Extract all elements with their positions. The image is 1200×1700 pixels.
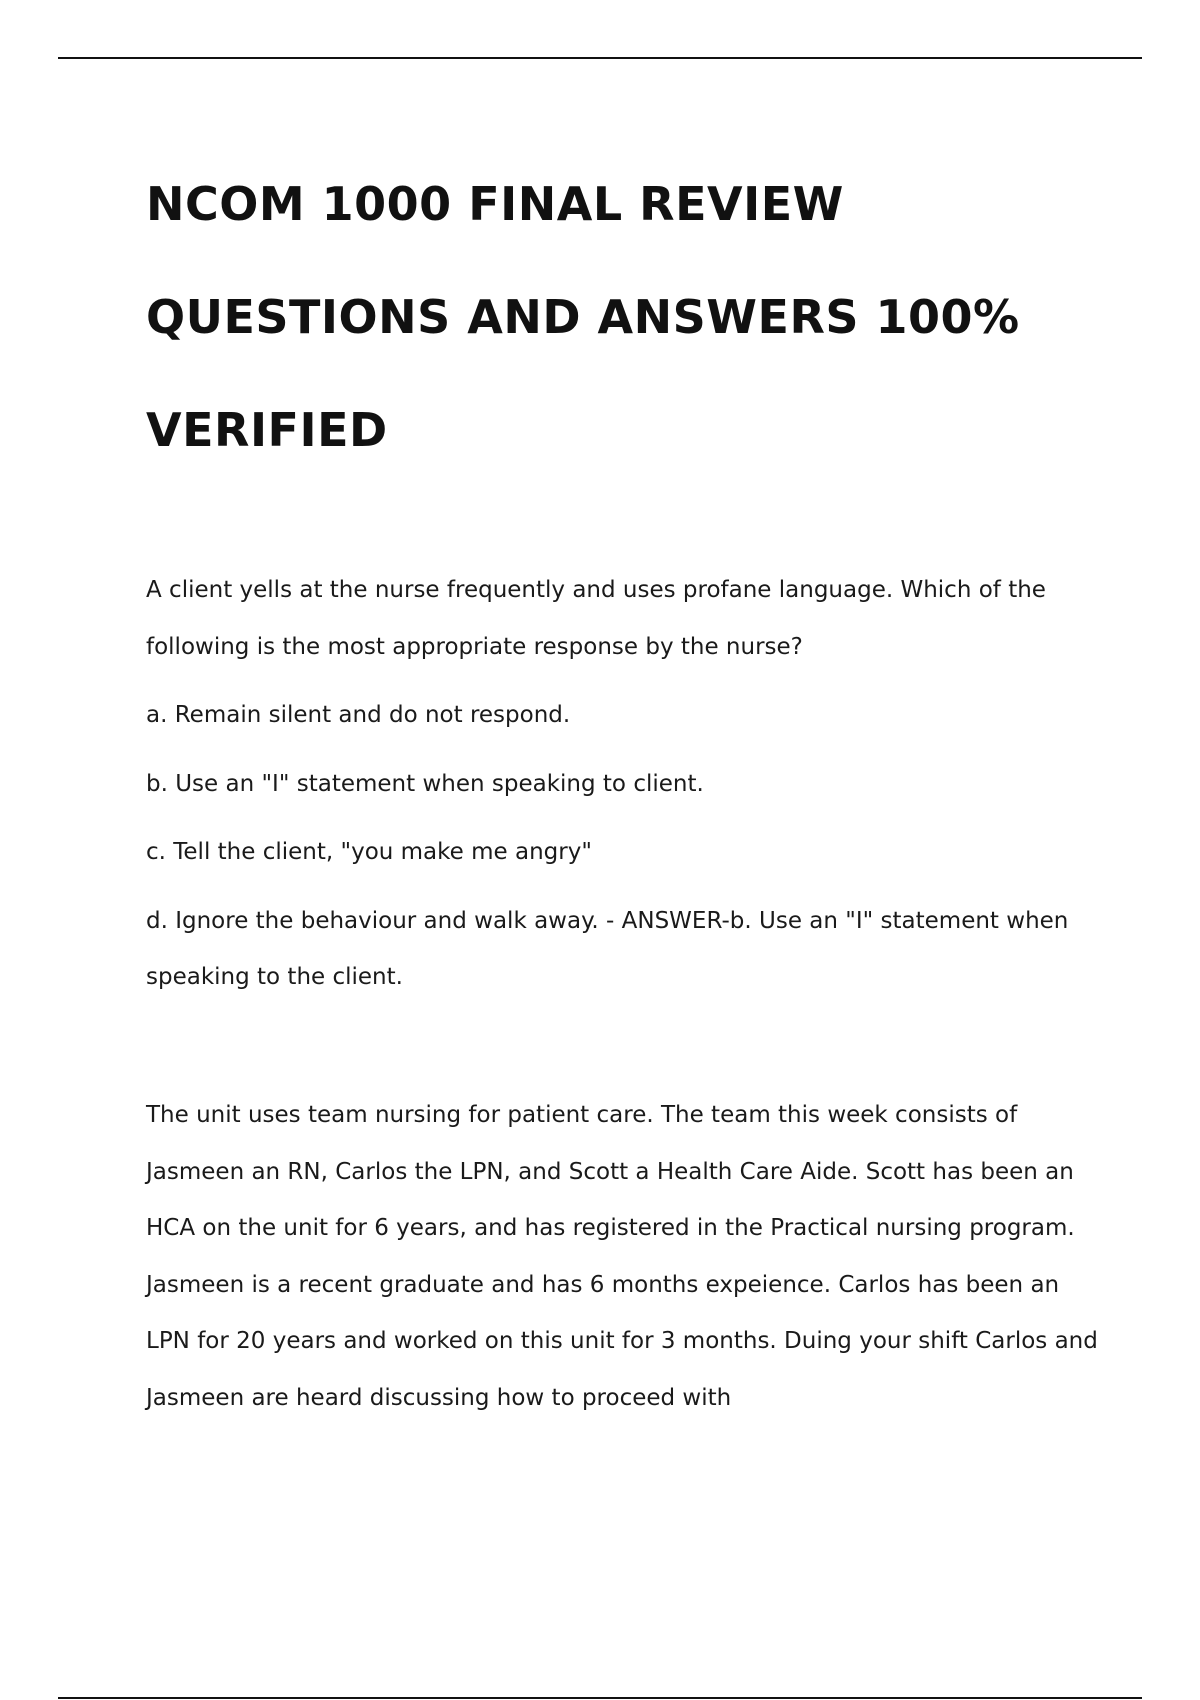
question-1-option-a: a. Remain silent and do not respond. [146,702,571,728]
top-divider [58,57,1142,59]
title-line-2: QUESTIONS AND ANSWERS 100% [146,290,1020,344]
question-1-option-d-answer: d. Ignore the behaviour and walk away. - ANSWER-b. Use an "I" statement when speaking to the client. [146,907,1069,990]
bottom-divider [58,1697,1142,1699]
title-line-1: NCOM 1000 FINAL REVIEW [146,177,844,231]
question-1-stem: A client yells at the nurse frequently and uses profane language. Which of the following is the most appropriate response by the nurse? [146,577,1046,660]
question-1 [146,562,1106,1006]
question-2 [146,1087,1106,1426]
question-1-option-b: b. Use an "I" statement when speaking to client. [146,770,704,797]
question-2-stem: The unit uses team nursing for patient care. The team this week consists of Jasmeen an RN, Carlos the LPN, and Scott a Health Care Aide. Scott has been an HCA on the unit for 6 years, and has registered in the Practical nursing program. Jasmeen is a recent graduate and has 6 months expeience. Carlos has been an LPN for 20 years and worked on this unit for 3 months. Duing your shift Carlos and Jasmeen are heard discussing how to proceed with [146,1102,1098,1411]
question-1-option-c: c. Tell the client, "you make me angry" [146,839,592,865]
document-title [146,148,1106,487]
title-line-3: VERIFIED [146,403,388,457]
